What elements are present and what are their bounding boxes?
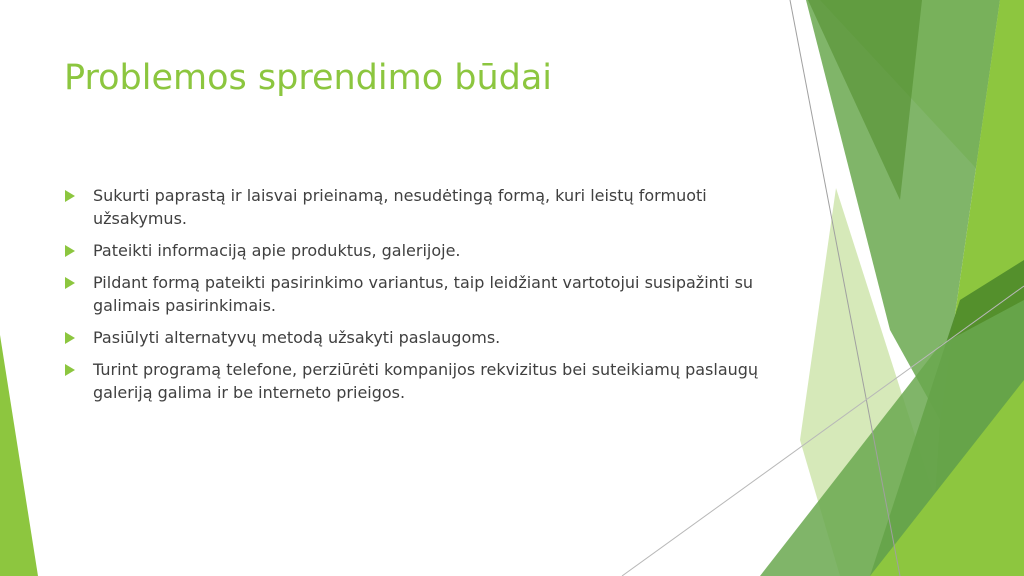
bullet-item — [64, 358, 764, 404]
bullet-text: Sukurti paprastą ir laisvai prieinamą, nesudėtingą formą, kuri leistų formuoti užsakymus. — [93, 186, 707, 228]
bullet-text: Pateikti informaciją apie produktus, galerijoje. — [93, 241, 461, 260]
bullet-list — [64, 184, 764, 413]
triangle-arrow-icon — [65, 245, 75, 257]
bullet-item — [64, 184, 764, 230]
bullet-item — [64, 326, 764, 349]
bullet-text: Pasiūlyti alternatyvų metodą užsakyti paslaugoms. — [93, 328, 501, 347]
triangle-arrow-icon — [65, 332, 75, 344]
bullet-text: Turint programą telefone, perziūrėti kompanijos rekvizitus bei suteikiamų paslaugų galeriją galima ir be interneto prieigos. — [93, 360, 759, 402]
bullet-text: Pildant formą pateikti pasirinkimo variantus, taip leidžiant vartotojui susipažinti su galimais pasirinkimais. — [93, 273, 754, 315]
left-green-sliver — [0, 335, 38, 576]
slide-title: Problemos sprendimo būdai — [64, 58, 553, 98]
bullet-item — [64, 271, 764, 317]
triangle-arrow-icon — [65, 364, 75, 376]
triangle-arrow-icon — [65, 190, 75, 202]
triangle-arrow-icon — [65, 277, 75, 289]
bullet-item — [64, 239, 764, 262]
